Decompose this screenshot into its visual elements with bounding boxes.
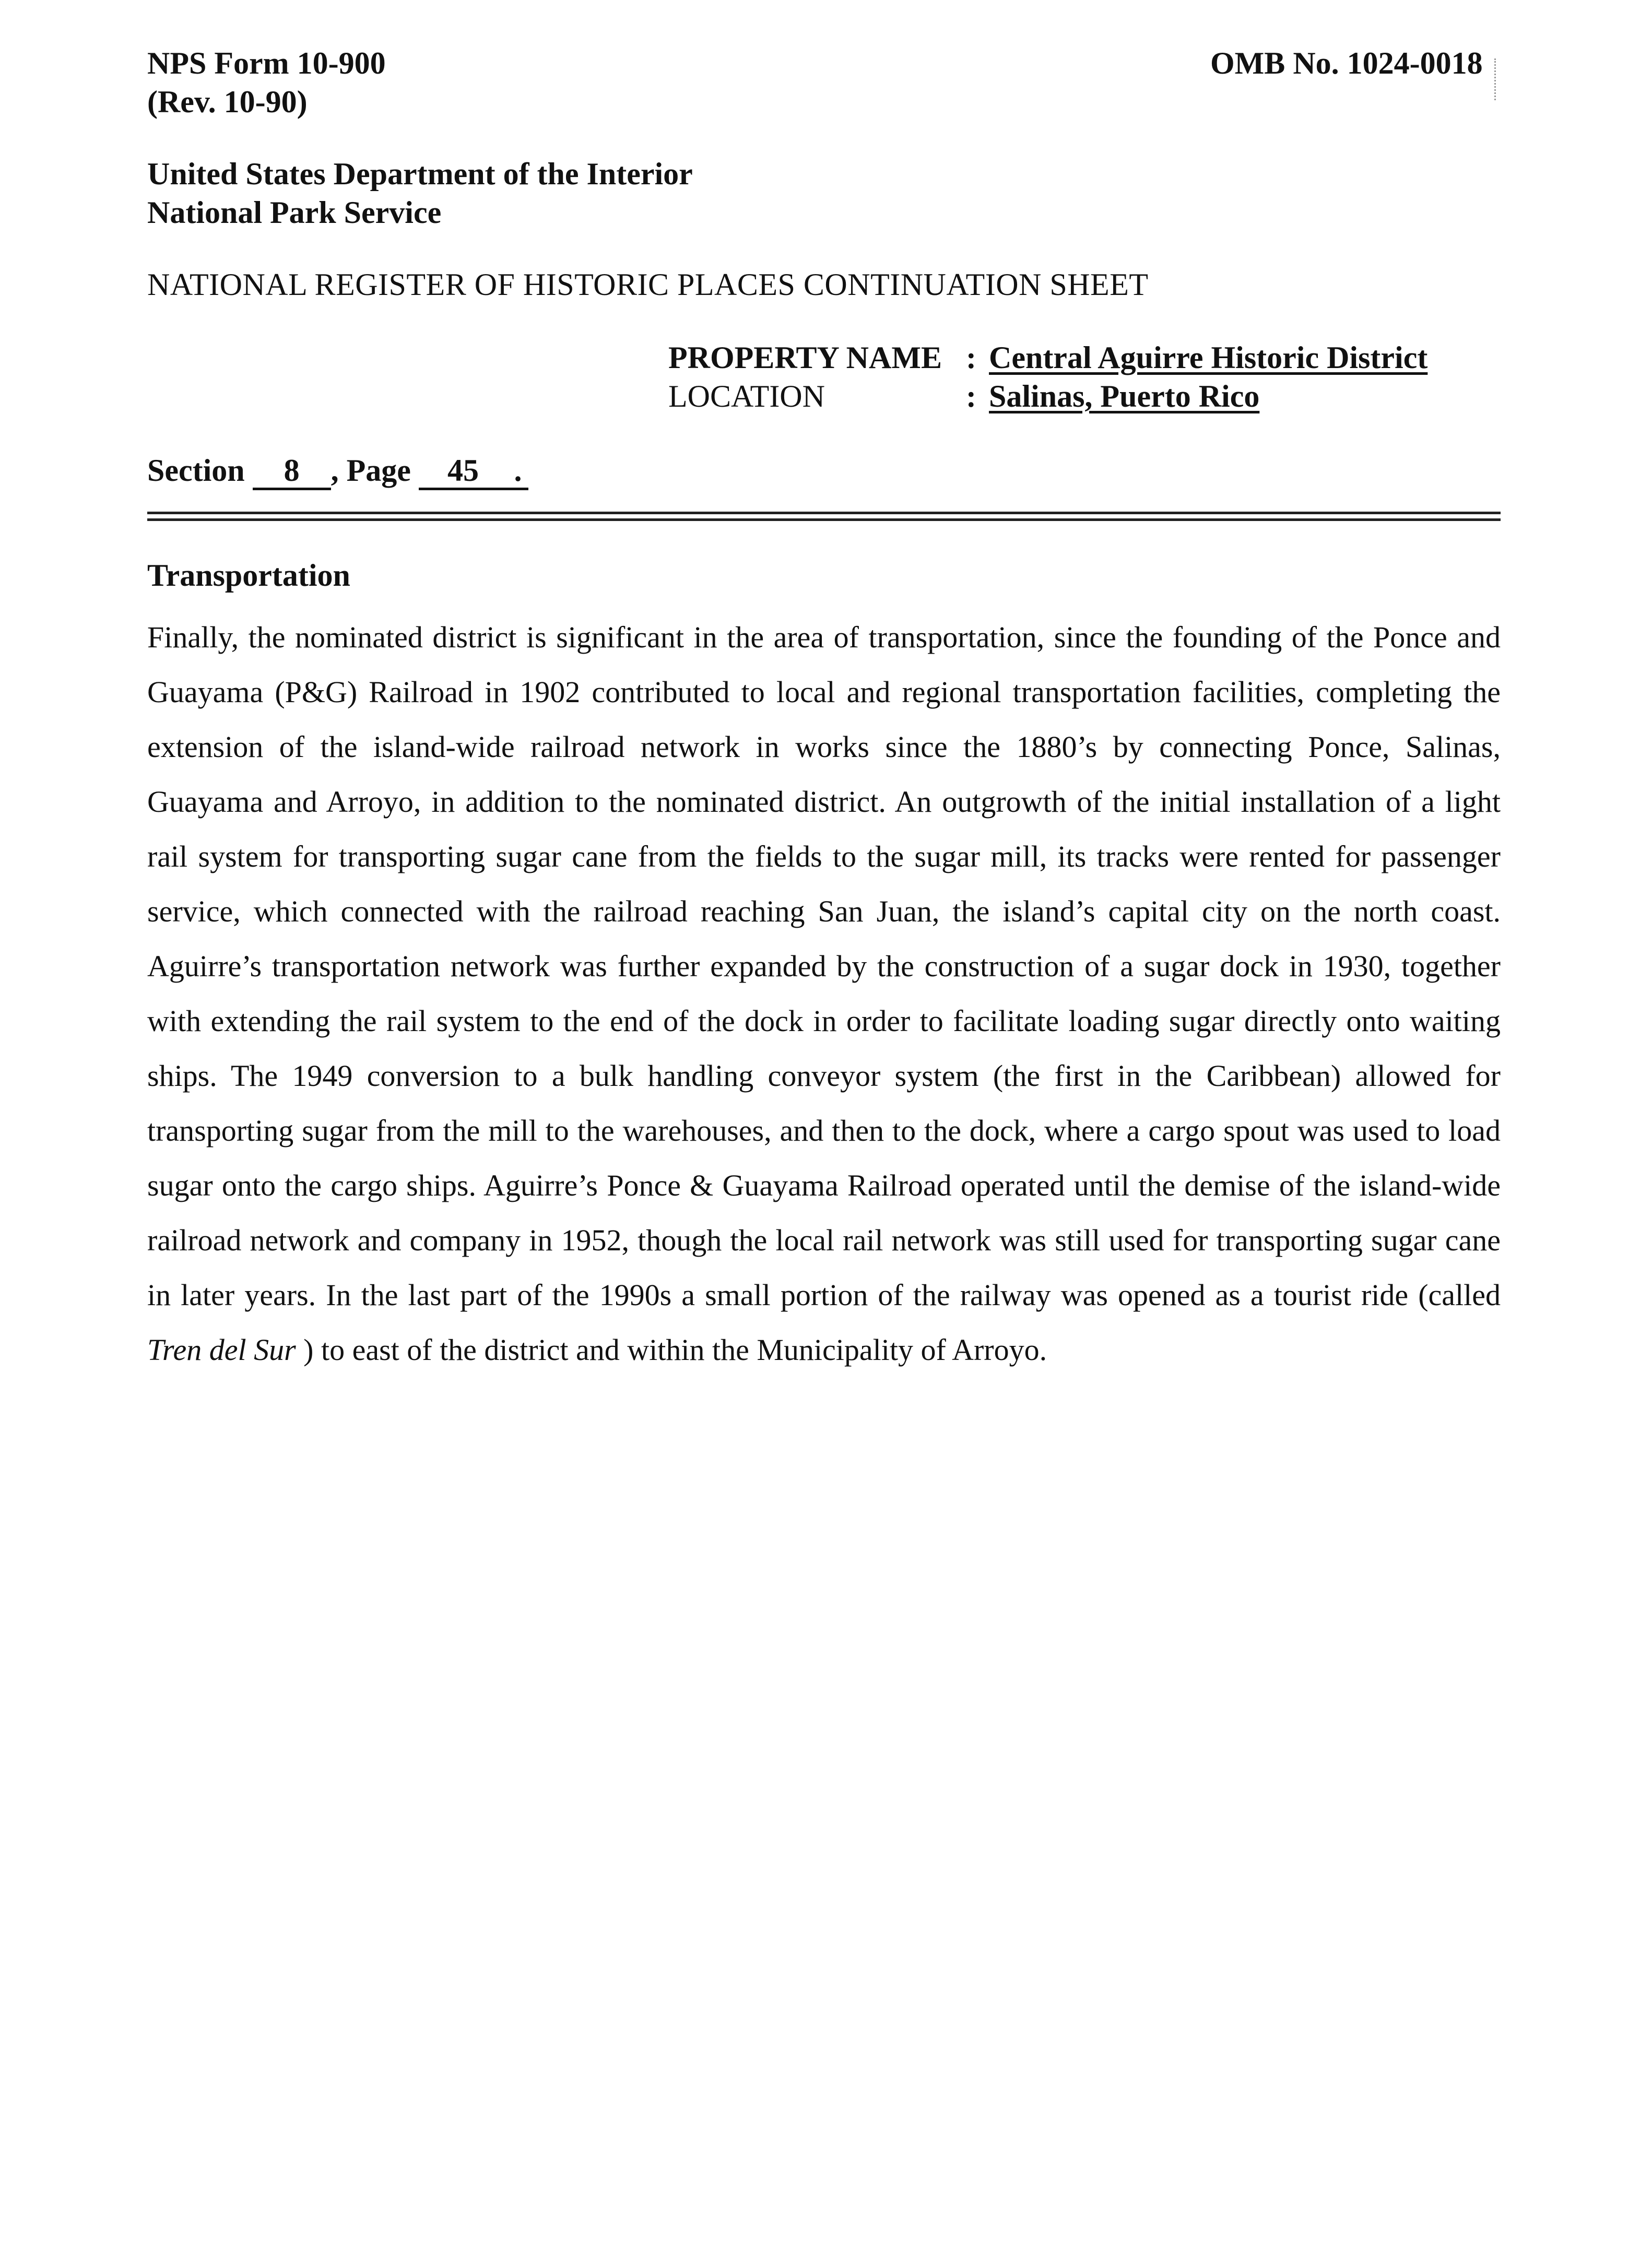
form-number: NPS Form 10-900 (147, 46, 386, 80)
property-name-value: Central Aguirre Historic District (989, 340, 1428, 375)
department-name: United States Department of the Interior (147, 157, 693, 191)
omb-number: OMB No. 1024-0018 (1210, 46, 1483, 80)
agency-block (147, 155, 693, 232)
terminator: . (508, 453, 528, 490)
double-rule-divider (147, 512, 1501, 521)
sheet-title: NATIONAL REGISTER OF HISTORIC PLACES CONTINUATION SHEET (147, 267, 1149, 302)
colon: : (966, 340, 976, 375)
agency-name: National Park Service (147, 195, 442, 230)
page-label: , Page (331, 453, 411, 488)
section-heading: Transportation (147, 558, 350, 593)
colon: : (966, 379, 976, 413)
section-page-line (147, 451, 528, 490)
property-name-label: PROPERTY NAME (668, 340, 942, 375)
paragraph-text: Finally, the nominated district is significant in the area of transportation, since the founding of the Ponce and Guayama (P&G) Railroad in 1902 contributed to local and regional transportation facilities, completing the extension of the island-wide railroad network in works since the 1880’s by connecting Ponce, Salinas, Guayama and Arroyo, in addition to the nominated district. An outgrowth of the initial installation of a light rail system for transporting sugar cane from the fields to the sugar mill, its tracks were rented for passenger service, which connected with the railroad reaching San Juan, the island’s capital city on the north coast. Aguirre’s transportation network was further expanded by the construction of a sugar dock in 1930, together with extending the rail system to the end of the dock in order to facilitate loading sugar directly onto waiting ships. The 1949 conversion to a bulk handling conveyor system (the first in the Caribbean) allowed for transporting sugar from the mill to the warehouses, and then to the dock, where a cargo spout was used to load sugar onto the cargo ships. Aguirre’s Ponce & Guayama Railroad operated until the demise of the island-wide railroad network and company in 1952, though the local rail network was still used for transporting sugar cane in later years. In the last part of the 1990s a small portion of the railway was opened as a tourist ride (called (147, 620, 1501, 1312)
body-paragraph (147, 610, 1501, 1377)
form-revision: (Rev. 10-90) (147, 85, 308, 119)
location-row (668, 377, 1427, 416)
property-info (668, 338, 1427, 416)
italic-term: Tren del Sur (147, 1333, 296, 1367)
location-label: LOCATION (668, 379, 825, 413)
form-identifier (147, 44, 386, 121)
paragraph-text-end: ) to east of the district and within the Municipality of Arroyo. (296, 1333, 1047, 1367)
section-label: Section (147, 453, 245, 488)
location-value: Salinas, Puerto Rico (989, 379, 1260, 413)
property-name-row (668, 338, 1427, 377)
page-number: 45 (419, 453, 508, 490)
section-number: 8 (253, 453, 331, 490)
scan-edge-mark (1494, 58, 1497, 100)
